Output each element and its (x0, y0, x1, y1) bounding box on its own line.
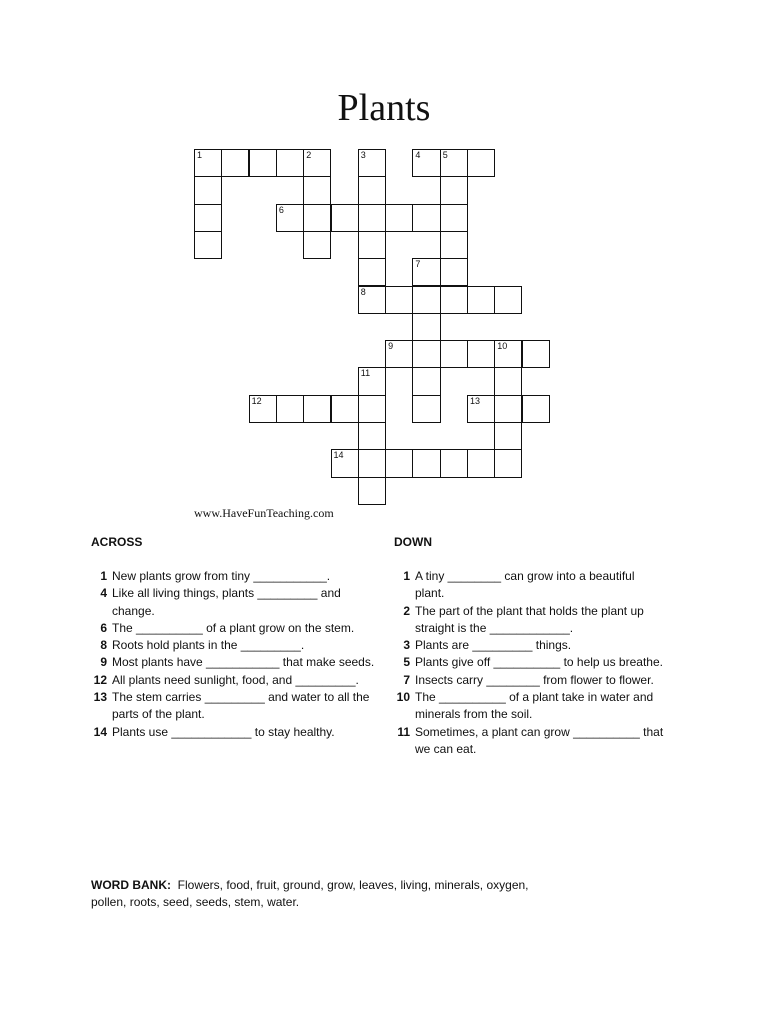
cell-number: 8 (360, 286, 366, 297)
down-clues (394, 534, 664, 758)
crossword-cell[interactable] (221, 149, 249, 177)
website-credit: www.HaveFunTeaching.com (194, 506, 334, 520)
crossword-cell[interactable] (358, 149, 386, 177)
crossword-cell[interactable] (494, 395, 522, 423)
down-clue (394, 603, 664, 638)
crossword-cell[interactable] (276, 149, 304, 177)
clue-number: 12 (93, 672, 107, 687)
clue-number: 9 (100, 655, 107, 670)
clue-text: Plants use ____________ to stay healthy. (112, 724, 335, 739)
clue-text: Roots hold plants in the _________. (112, 638, 305, 653)
crossword-cell[interactable] (276, 395, 304, 423)
cell-number: 1 (197, 150, 203, 160)
cell-number: 4 (415, 150, 421, 160)
across-clue (91, 585, 381, 620)
crossword-cell[interactable] (412, 204, 440, 232)
clue-number: 3 (403, 638, 410, 653)
across-heading: ACROSS (91, 535, 143, 549)
crossword-cell[interactable] (467, 286, 495, 314)
crossword-cell[interactable] (358, 422, 386, 450)
clue-number: 13 (93, 690, 107, 705)
crossword-cell[interactable] (494, 367, 522, 395)
cell-number: 6 (278, 204, 284, 215)
down-clue (394, 689, 664, 724)
crossword-cell[interactable] (303, 231, 331, 259)
crossword-cell[interactable] (358, 395, 386, 423)
crossword-cell[interactable] (467, 149, 495, 177)
clue-number: 5 (403, 655, 410, 670)
crossword-cell[interactable] (440, 204, 468, 232)
crossword-cell[interactable] (494, 340, 522, 368)
crossword-cell[interactable] (303, 149, 331, 177)
cell-number: 13 (470, 395, 481, 406)
cell-number: 3 (360, 150, 366, 160)
cell-number: 2 (306, 150, 312, 160)
down-clue (394, 724, 664, 759)
clue-text: The part of the plant that holds the plant up straight is the ____________. (415, 603, 644, 635)
crossword-cell[interactable] (412, 286, 440, 314)
cell-number: 12 (251, 395, 262, 406)
crossword-cell[interactable] (494, 286, 522, 314)
crossword-cell[interactable] (358, 204, 386, 232)
across-clue (91, 654, 381, 671)
crossword-cell[interactable] (440, 340, 468, 368)
down-clue (394, 672, 664, 689)
crossword-cell[interactable] (194, 204, 222, 232)
across-clue (91, 568, 381, 585)
clue-number: 1 (403, 569, 410, 583)
clue-text: All plants need sunlight, food, and _________. (112, 672, 359, 687)
clue-text: The stem carries _________ and water to all the parts of the plant. (112, 690, 370, 722)
crossword-cell[interactable] (440, 176, 468, 204)
crossword-cell[interactable] (194, 176, 222, 204)
crossword-cell[interactable] (522, 340, 550, 368)
clue-text: The __________ of a plant take in water and minerals from the soil. (415, 690, 654, 722)
crossword-cell[interactable] (358, 258, 386, 286)
crossword-cell[interactable] (249, 149, 277, 177)
crossword-cell[interactable] (276, 204, 304, 232)
page-title: Plants (337, 87, 431, 129)
cell-number: 14 (333, 450, 344, 461)
across-clue (91, 637, 381, 654)
clue-number: 2 (403, 603, 410, 618)
crossword-cell[interactable] (440, 286, 468, 314)
word-bank (91, 877, 561, 911)
crossword-cell[interactable] (303, 395, 331, 423)
across-clues (91, 534, 381, 741)
crossword-cell[interactable] (385, 204, 413, 232)
crossword-cell[interactable] (331, 449, 359, 477)
clue-text: Insects carry ________ from flower to flower. (415, 672, 654, 687)
across-clue (91, 672, 381, 689)
crossword-cell[interactable] (194, 231, 222, 259)
crossword-cell[interactable] (358, 449, 386, 477)
clue-text: Plants are _________ things. (415, 638, 572, 653)
crossword-cell[interactable] (331, 204, 359, 232)
cell-number: 10 (497, 341, 508, 352)
cell-number: 11 (360, 368, 371, 379)
clue-text: New plants grow from tiny ___________. (112, 569, 331, 583)
clue-number: 7 (403, 672, 410, 687)
crossword-cell[interactable] (303, 204, 331, 232)
crossword-cell[interactable] (494, 422, 522, 450)
crossword-cell[interactable] (385, 449, 413, 477)
clue-number: 8 (100, 638, 107, 653)
crossword-cell[interactable] (358, 367, 386, 395)
crossword-cell[interactable] (385, 286, 413, 314)
crossword-cell[interactable] (412, 449, 440, 477)
crossword-grid (194, 149, 576, 503)
crossword-cell[interactable] (303, 176, 331, 204)
clue-text: A tiny ________ can grow into a beautiful plant. (415, 569, 635, 601)
crossword-cell[interactable] (440, 449, 468, 477)
down-clue (394, 654, 664, 671)
crossword-cell[interactable] (358, 286, 386, 314)
crossword-cell[interactable] (412, 258, 440, 286)
crossword-cell[interactable] (412, 367, 440, 395)
across-clue-list (91, 568, 381, 741)
clue-number: 10 (396, 690, 410, 705)
clue-text: Like all living things, plants _________ and change. (112, 586, 341, 618)
cell-number: 5 (442, 150, 448, 160)
crossword-cell[interactable] (522, 395, 550, 423)
crossword-cell[interactable] (194, 149, 222, 177)
cell-number: 9 (388, 341, 394, 352)
clue-text: The __________ of a plant grow on the stem. (112, 620, 355, 635)
crossword-cell[interactable] (412, 149, 440, 177)
cell-number: 7 (415, 259, 421, 270)
word-bank-label: WORD BANK: (91, 878, 171, 892)
crossword-cell[interactable] (440, 258, 468, 286)
crossword-cell[interactable] (467, 395, 495, 423)
crossword-cell[interactable] (494, 449, 522, 477)
across-clue (91, 620, 381, 637)
crossword-cell[interactable] (358, 231, 386, 259)
clue-number: 14 (93, 724, 107, 739)
crossword-cell[interactable] (412, 313, 440, 341)
crossword-cell[interactable] (467, 449, 495, 477)
crossword-cell[interactable] (249, 395, 277, 423)
clue-number: 1 (100, 569, 107, 583)
word-bank-words: Flowers, food, fruit, ground, grow, leaves, living, minerals, oxygen, pollen, roots, seed, seeds, stem, water. (91, 878, 529, 909)
crossword-cell[interactable] (440, 149, 468, 177)
across-clue (91, 724, 381, 741)
crossword-cell[interactable] (412, 340, 440, 368)
crossword-cell[interactable] (467, 340, 495, 368)
crossword-cell[interactable] (358, 176, 386, 204)
down-clue-list (394, 568, 664, 758)
crossword-cell[interactable] (331, 395, 359, 423)
crossword-cell[interactable] (412, 395, 440, 423)
crossword-cell[interactable] (358, 477, 386, 505)
clue-number: 11 (397, 724, 410, 739)
clue-number: 6 (100, 620, 107, 635)
across-clue (91, 689, 381, 724)
crossword-cell[interactable] (385, 340, 413, 368)
clue-text: Sometimes, a plant can grow __________ that we can eat. (415, 724, 664, 756)
down-heading: DOWN (394, 535, 432, 549)
down-clue (394, 568, 664, 603)
clue-text: Plants give off __________ to help us breathe. (415, 655, 663, 670)
crossword-cell[interactable] (440, 231, 468, 259)
down-clue (394, 637, 664, 654)
clue-number: 4 (100, 586, 107, 601)
clue-text: Most plants have ___________ that make seeds. (112, 655, 375, 670)
